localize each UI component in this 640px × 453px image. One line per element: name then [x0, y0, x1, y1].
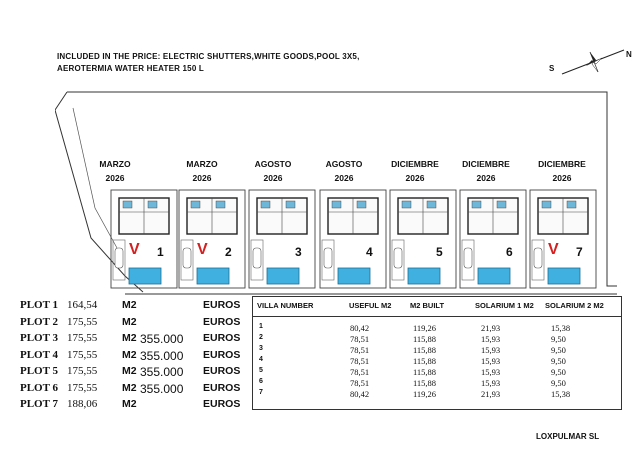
- compass-north-label: N: [626, 50, 632, 59]
- completion-year: 2026: [334, 173, 354, 183]
- table-cell: 80,42: [350, 323, 370, 333]
- pool: [548, 268, 580, 284]
- table-cell: 119,26: [413, 323, 437, 333]
- table-cell: 15,93: [481, 345, 501, 355]
- table-cell: 15,93: [481, 367, 501, 377]
- bathroom-fixture: [472, 201, 481, 208]
- car-icon: [534, 248, 542, 268]
- table-cell: 15,38: [551, 389, 571, 399]
- pool: [197, 268, 229, 284]
- plot-name: PLOT 3: [20, 332, 59, 344]
- plot-area: 188,06: [67, 398, 98, 410]
- plot-currency: EUROS: [203, 382, 241, 394]
- table-cell: 21,93: [481, 389, 501, 399]
- plot-name: PLOT 6: [20, 382, 59, 394]
- plot-name: PLOT 2: [20, 316, 59, 328]
- villa-number-label: 6: [506, 245, 513, 259]
- completion-month: MARZO: [186, 159, 218, 169]
- table-villa-number: 3: [259, 345, 263, 352]
- villa-lot-1: [111, 190, 177, 288]
- car-icon: [464, 248, 472, 268]
- table-cell: 15,93: [481, 356, 501, 366]
- bathroom-fixture: [332, 201, 341, 208]
- table-villa-number: 2: [259, 334, 263, 341]
- plot-row: [20, 316, 250, 333]
- plot-name: PLOT 5: [20, 365, 59, 377]
- plot-unit: M2: [122, 349, 137, 361]
- bathroom-fixture: [148, 201, 157, 208]
- table-villa-number: 7: [259, 389, 263, 396]
- compass-rose-icon: [560, 44, 626, 78]
- site-boundary-west: [55, 92, 143, 292]
- plot-area: 175,55: [67, 365, 98, 377]
- villa-lot-4: [320, 190, 386, 288]
- plot-price: 355.000: [140, 365, 184, 379]
- sold-mark: V: [197, 241, 208, 258]
- table-cell: 15,38: [551, 323, 571, 333]
- col-header-m2-built: M2 BUILT: [410, 301, 445, 310]
- table-cell: 78,51: [350, 378, 370, 388]
- plot-currency: EUROS: [203, 316, 241, 328]
- plot-currency: EUROS: [203, 332, 241, 344]
- table-cell: 115,88: [413, 356, 437, 366]
- included-in-price-line2: AEROTERMIA WATER HEATER 150 L: [57, 64, 204, 73]
- plot-price: 355.000: [140, 349, 184, 363]
- plot-row: [20, 382, 250, 399]
- pool: [338, 268, 370, 284]
- plot-unit: M2: [122, 332, 137, 344]
- table-cell: 9,50: [551, 378, 566, 388]
- plot-area: 175,55: [67, 316, 98, 328]
- bathroom-fixture: [216, 201, 225, 208]
- plot-name: PLOT 7: [20, 398, 59, 410]
- table-cell: 9,50: [551, 367, 566, 377]
- completion-month: DICIEMBRE: [538, 159, 586, 169]
- table-villa-number: 5: [259, 367, 263, 374]
- bathroom-fixture: [123, 201, 132, 208]
- pool: [478, 268, 510, 284]
- table-cell: 115,88: [413, 334, 437, 344]
- table-cell: 78,51: [350, 334, 370, 344]
- completion-month: AGOSTO: [325, 159, 363, 169]
- table-cell: 80,42: [350, 389, 370, 399]
- bathroom-fixture: [542, 201, 551, 208]
- plot-name: PLOT 1: [20, 299, 59, 311]
- plot-unit: M2: [122, 382, 137, 394]
- villa-lot-2: [179, 190, 245, 288]
- col-header-solarium-2: SOLARIUM 2 M2: [545, 301, 604, 310]
- sold-mark: V: [129, 241, 140, 258]
- plot-name: PLOT 4: [20, 349, 59, 361]
- plot-area: 175,55: [67, 349, 98, 361]
- plot-row: [20, 398, 250, 415]
- completion-year: 2026: [405, 173, 425, 183]
- car-icon: [183, 248, 191, 268]
- completion-year: 2026: [476, 173, 496, 183]
- car-icon: [324, 248, 332, 268]
- pool: [129, 268, 161, 284]
- plot-row: [20, 365, 250, 382]
- site-plan: [55, 88, 621, 302]
- compass-south-label: S: [549, 64, 555, 73]
- plot-row: [20, 349, 250, 366]
- company-name: LOXPULMAR SL: [536, 432, 600, 441]
- plot-unit: M2: [122, 398, 137, 410]
- villa-lot-6: [460, 190, 526, 288]
- villa-lot-7: [530, 190, 596, 288]
- table-villa-number: 4: [259, 356, 263, 363]
- table-cell: 115,88: [413, 345, 437, 355]
- car-icon: [253, 248, 261, 268]
- bathroom-fixture: [261, 201, 270, 208]
- plot-currency: EUROS: [203, 365, 241, 377]
- plot-area: 175,55: [67, 382, 98, 394]
- car-icon: [115, 248, 123, 268]
- included-in-price-line1: INCLUDED IN THE PRICE: ELECTRIC SHUTTERS,WHITE GOODS,POOL 3X5,: [57, 52, 360, 61]
- col-header-useful-m2: USEFUL M2: [349, 301, 392, 310]
- villa-lot-3: [249, 190, 315, 288]
- plot-price: 355.000: [140, 332, 184, 346]
- bathroom-fixture: [427, 201, 436, 208]
- table-cell: 115,88: [413, 367, 437, 377]
- plot-unit: M2: [122, 299, 137, 311]
- completion-month: DICIEMBRE: [391, 159, 439, 169]
- table-cell: 9,50: [551, 345, 566, 355]
- plot-currency: EUROS: [203, 398, 241, 410]
- villa-number-label: 1: [157, 245, 164, 259]
- table-villa-number: 1: [259, 323, 263, 330]
- plot-unit: M2: [122, 316, 137, 328]
- plot-price: 355.000: [140, 382, 184, 396]
- plot-unit: M2: [122, 365, 137, 377]
- completion-month: AGOSTO: [254, 159, 292, 169]
- plot-row: [20, 299, 250, 316]
- col-header-villa-number: VILLA NUMBER: [257, 301, 314, 310]
- completion-year: 2026: [192, 173, 212, 183]
- col-header-solarium-1: SOLARIUM 1 M2: [475, 301, 534, 310]
- completion-year: 2026: [105, 173, 125, 183]
- pool: [408, 268, 440, 284]
- table-cell: 78,51: [350, 345, 370, 355]
- sold-mark: V: [548, 241, 559, 258]
- villa-number-label: 2: [225, 245, 232, 259]
- bathroom-fixture: [497, 201, 506, 208]
- completion-month: DICIEMBRE: [462, 159, 510, 169]
- bathroom-fixture: [286, 201, 295, 208]
- table-cell: 9,50: [551, 356, 566, 366]
- table-villa-number: 6: [259, 378, 263, 385]
- table-cell: 119,26: [413, 389, 437, 399]
- table-cell: 115,88: [413, 378, 437, 388]
- villa-lot-5: [390, 190, 456, 288]
- completion-month: MARZO: [99, 159, 131, 169]
- plot-row: [20, 332, 250, 349]
- villa-number-label: 5: [436, 245, 443, 259]
- plot-currency: EUROS: [203, 299, 241, 311]
- plot-currency: EUROS: [203, 349, 241, 361]
- completion-year: 2026: [263, 173, 283, 183]
- plot-area: 164,54: [67, 299, 98, 311]
- pool: [267, 268, 299, 284]
- completion-year: 2026: [552, 173, 572, 183]
- bathroom-fixture: [357, 201, 366, 208]
- plot-area: 175,55: [67, 332, 98, 344]
- table-header-divider: [253, 316, 621, 317]
- bathroom-fixture: [402, 201, 411, 208]
- car-icon: [394, 248, 402, 268]
- table-cell: 9,50: [551, 334, 566, 344]
- table-cell: 15,93: [481, 334, 501, 344]
- table-cell: 15,93: [481, 378, 501, 388]
- villa-number-label: 7: [576, 245, 583, 259]
- villa-number-label: 4: [366, 245, 373, 259]
- bathroom-fixture: [191, 201, 200, 208]
- bathroom-fixture: [567, 201, 576, 208]
- villa-areas-table: [252, 296, 622, 410]
- table-cell: 78,51: [350, 356, 370, 366]
- table-cell: 21,93: [481, 323, 501, 333]
- villa-number-label: 3: [295, 245, 302, 259]
- table-cell: 78,51: [350, 367, 370, 377]
